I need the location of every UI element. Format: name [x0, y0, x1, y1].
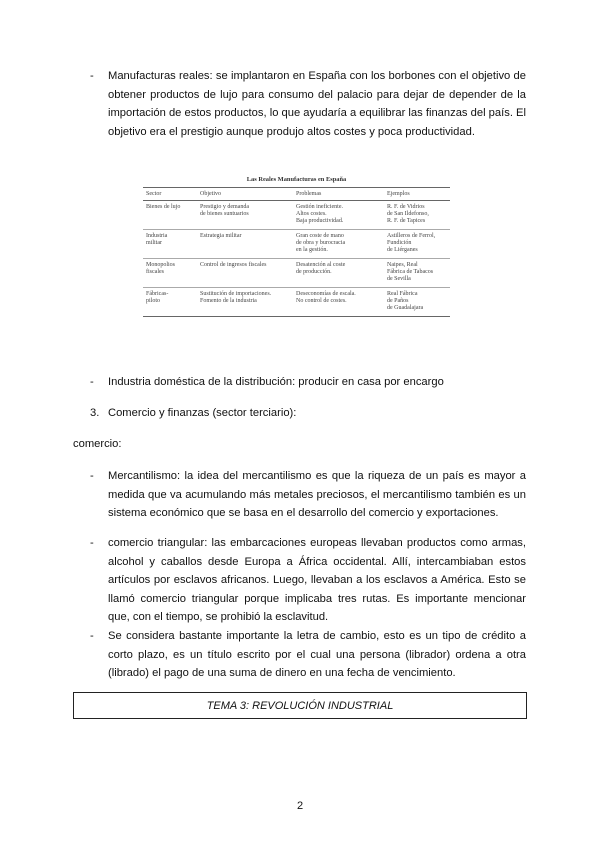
table-cell: Industria militar — [143, 230, 197, 259]
table-row — [143, 288, 450, 317]
table-header-row — [143, 188, 450, 201]
item-text: Comercio y finanzas (sector terciario): — [108, 407, 297, 419]
bullet-text: Industria doméstica de la distribución: producir en casa por encargo — [108, 376, 444, 388]
section-label-comercio: comercio: — [73, 438, 122, 450]
table-row — [143, 259, 450, 288]
table-cell: Prestigio y demanda de bienes suntuarios — [197, 201, 293, 230]
reales-manufacturas-table — [143, 176, 450, 341]
table-cell: Deseconomías de escala. No control de costes. — [293, 288, 384, 317]
table-row — [143, 230, 450, 259]
col-header-problemas: Problemas — [293, 188, 384, 201]
table-cell: Astilleros de Ferrol, Fundición de Liérganes — [384, 230, 450, 259]
table-cell: Fábricas- piloto — [143, 288, 197, 317]
table-title: Las Reales Manufacturas en España — [246, 176, 347, 183]
table-cell: R. F. de Vidrios de San Ildefonso, R. F. de Tapices — [384, 201, 450, 230]
table-cell: Sustitución de importaciones. Fomento de la industria — [197, 288, 293, 317]
col-header-ejemplos: Ejemplos — [384, 188, 450, 201]
table-cell: Gestión ineficiente. Altos costes. Baja productividad. — [293, 201, 384, 230]
bullet-manufacturas-reales — [90, 67, 526, 141]
table-cell: Estrategia militar — [197, 230, 293, 259]
bullet-industria-domestica — [90, 373, 526, 392]
bullet-dash: - — [90, 537, 94, 549]
bullet-text: Se considera bastante importante la letra de cambio, esto es un tipo de crédito a corto plazo, es un título escrito por el cual una persona (librador) ordena a otra (librado) el pago de una suma de dinero en una fecha de vencimiento. — [108, 630, 526, 679]
bullet-letra-de-cambio — [90, 627, 526, 683]
bullet-mercantilismo — [90, 467, 526, 523]
table-cell: Naipes, Real Fábrica de Tabacos de Sevilla — [384, 259, 450, 288]
bullet-text: comercio triangular: las embarcaciones europeas llevaban productos como armas, alcohol y caballos desde Europa a África occidental. Allí, intercambiaban estos artículos por esclavos africanos. Luego, llevaban a los esclavos a América. Esto se llamó comercio triangular porque implicaba tres rutas. Es importante mencionar que, con el tiempo, se prohibió la esclavitud. — [108, 537, 526, 623]
table-cell: Real Fábrica de Paños de Guadalajara — [384, 288, 450, 317]
table-cell: Bienes de lujo — [143, 201, 197, 230]
table-cell: Desatención al coste de producción. — [293, 259, 384, 288]
bullet-text: Mercantilismo: la idea del mercantilismo es que la riqueza de un país es mayor a medida que va acumulando más metales preciosos, el mercantilismo también es un sistema económico que se basa en el desarrollo del comercio y exportaciones. — [108, 470, 526, 519]
table — [143, 187, 450, 317]
table-cell: Control de ingresos fiscales — [197, 259, 293, 288]
table-cell: Monopolios fiscales — [143, 259, 197, 288]
bullet-comercio-triangular — [90, 534, 526, 627]
bullet-text: Manufacturas reales: se implantaron en España con los borbones con el objetivo de obtener productos de lujo para consumo del palacio para dejar de depender de la importación de estos productos, lo que ayudaría a equilibrar las finanzas del país. El objetivo era el prestigio aunque produjo altos costes y poca productividad. — [108, 70, 526, 138]
page-number: 2 — [296, 800, 304, 812]
bullet-dash: - — [90, 376, 94, 388]
table-cell: Gran coste de mano de obra y burocracia en la gestión. — [293, 230, 384, 259]
bullet-dash: - — [90, 470, 94, 482]
bullet-dash: - — [90, 630, 94, 642]
col-header-objetivo: Objetivo — [197, 188, 293, 201]
table-row — [143, 201, 450, 230]
item-number: 3. — [90, 407, 100, 419]
col-header-sector: Sector — [143, 188, 197, 201]
tema-3-heading-box — [73, 692, 527, 719]
bullet-dash: - — [90, 70, 94, 82]
tema-3-heading: TEMA 3: REVOLUCIÓN INDUSTRIAL — [206, 699, 394, 712]
